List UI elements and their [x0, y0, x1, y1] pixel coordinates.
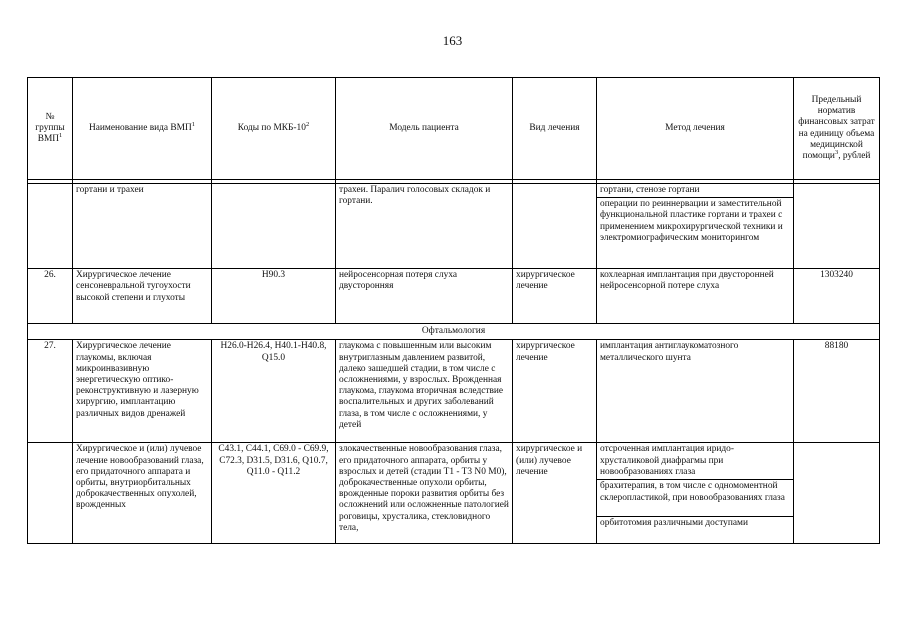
cell-method: отсроченная имплантация иридо-хрусталиковой диафрагмы при новообразованиях глаза — [597, 443, 794, 480]
header-icd-codes: Коды по МКБ-$10^2$ — [212, 78, 336, 180]
cell-name: Хирургическое лечение сенсоневральной тугоухости высокой степени и глухоты — [73, 269, 212, 324]
cell-type: хирургическое лечение — [513, 340, 597, 443]
section-row — [28, 324, 880, 340]
cell-type: хирургическое и (или) лучевое лечение — [513, 443, 597, 544]
header-cost-norm: Предельный норматив финансовых затрат на единицу объема медицинской помощи$^3$, рублей — [794, 78, 880, 180]
cell-model: нейросенсорная потеря слуха двусторонняя — [336, 269, 513, 324]
cell-method: операции по реиннервации и заместительной функциональной пластике гортани и трахеи с применением микрохирургической техники и электромиографическим мониторингом — [597, 198, 794, 269]
cell-method: имплантация антиглаукоматозного металлического шунта — [597, 340, 794, 443]
table-row — [28, 443, 880, 480]
cell-method: брахитерапия, в том числе с одномоментной склеропластикой, при новообразованиях глаза — [597, 480, 794, 517]
cell-name: Хирургическое и (или) лучевое лечение новообразований глаза, его придаточного аппарата и орбиты, внутриорбитальных доброкачественных опухолей, врожденных — [73, 443, 212, 544]
cell-group-no: 27. — [28, 340, 73, 443]
section-title: Офтальмология — [28, 324, 880, 340]
page-number: 163 — [442, 33, 463, 48]
cell-method: орбитотомия различными доступами — [597, 517, 794, 544]
table-row — [28, 269, 880, 324]
cell-codes: H90.3 — [212, 269, 336, 324]
vmp-table — [27, 77, 880, 544]
cell-model: глаукома с повышенным или высоким внутриглазным давлением развитой, далеко зашедшей стадии, в том числе с осложнениями, у взрослых. Врожденная глаукома, глаукома вторичная вследствие воспалительных и других заболеваний глаза, в том числе с осложнениями, у детей — [336, 340, 513, 443]
cell-name: гортани и трахеи — [73, 184, 212, 269]
header-group-no: № группы ВМП$^1$ — [28, 78, 73, 180]
header-patient-model: Модель пациента — [336, 78, 513, 180]
cell-method: кохлеарная имплантация при двусторонней нейросенсорной потере слуха — [597, 269, 794, 324]
table-row — [28, 184, 880, 198]
header-vmp-name: Наименование вида ВМП$^1$ — [73, 78, 212, 180]
cell-norm: 88180 — [794, 340, 880, 443]
table-row — [28, 340, 880, 443]
cell-method: гортани, стенозе гортани — [597, 184, 794, 198]
cell-codes: H26.0-H26.4, H40.1-H40.8, Q15.0 — [212, 340, 336, 443]
cell-name: Хирургическое лечение глаукомы, включая микроинвазивную энергетическую оптико-реконструктивную и лазерную хирургию, имплантацию различных видов дренажей — [73, 340, 212, 443]
cell-model: трахеи. Паралич голосовых складок и гортани. — [336, 184, 513, 269]
cell-codes: C43.1, C44.1, C69.0 - C69.9, C72.3, D31.5, D31.6, Q10.7, Q11.0 - Q11.2 — [212, 443, 336, 544]
cell-type: хирургическое лечение — [513, 269, 597, 324]
header-treatment-method: Метод лечения — [597, 78, 794, 180]
cell-norm: 1303240 — [794, 269, 880, 324]
cell-group-no: 26. — [28, 269, 73, 324]
cell-model: злокачественные новообразования глаза, его придаточного аппарата, орбиты у взрослых и детей (стадии T1 - T3 N0 M0), доброкачественные опухоли орбиты, врожденные пороки развития орбиты без осложнений или осложненные патологией роговицы, хрусталика, стекловидного тела, — [336, 443, 513, 544]
header-treatment-type: Вид лечения — [513, 78, 597, 180]
header-row — [28, 78, 880, 180]
